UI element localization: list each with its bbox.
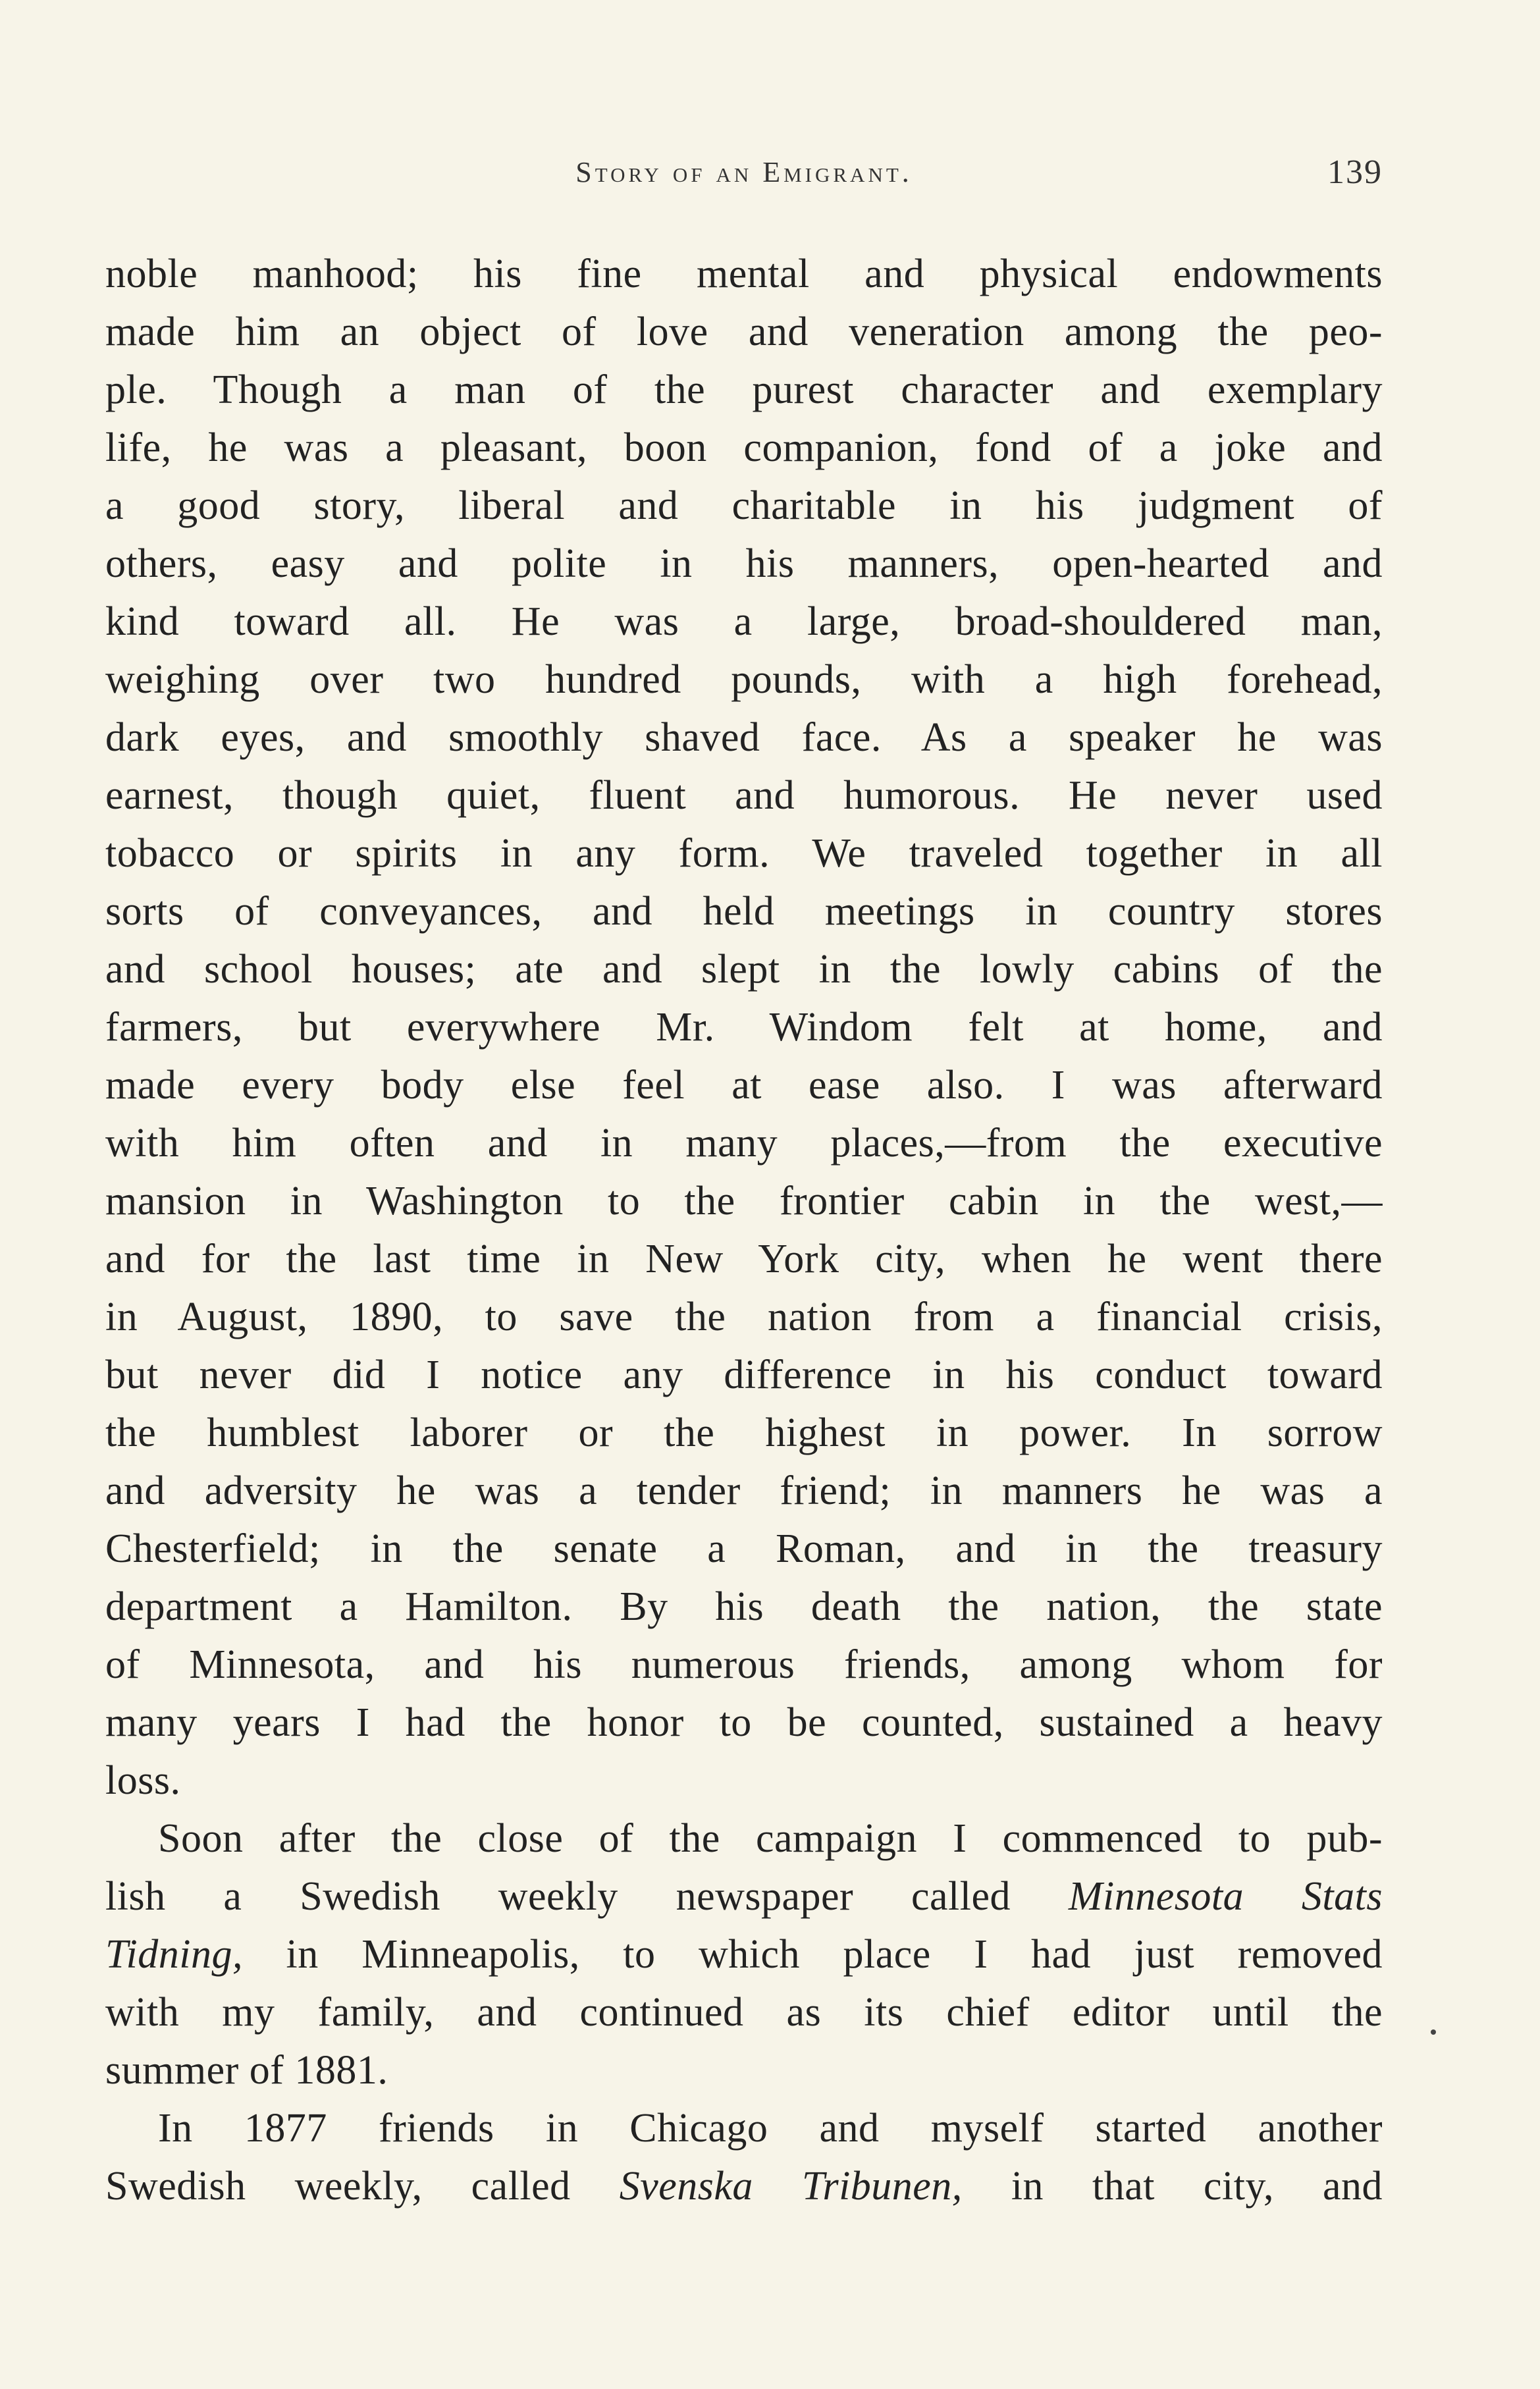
- text-line: dark eyes, and smoothly shaved face. As a speaker he was: [105, 715, 1383, 760]
- text-line: a good story, liberal and charitable in his judgment of: [105, 483, 1383, 528]
- text-segment: Swedish weekly, called: [105, 2164, 571, 2209]
- text-line: with him often and in many places,—from the executive: [105, 1121, 1383, 1166]
- newspaper-title: Minnesota Stats: [1068, 1874, 1383, 1919]
- text-line: made every body else feel at ease also. I was afterward: [105, 1063, 1383, 1108]
- print-speck: [1431, 2029, 1436, 2035]
- text-line: In 1877 friends in Chicago and myself started another: [158, 2106, 1383, 2151]
- text-line: in August, 1890, to save the nation from a financial crisis,: [105, 1295, 1383, 1339]
- text-line: ple. Though a man of the purest character and exemplary: [105, 367, 1383, 412]
- text-line: and for the last time in New York city, when he went there: [105, 1237, 1383, 1281]
- text-line: farmers, but everywhere Mr. Windom felt at home, and: [105, 1005, 1383, 1050]
- text-line: the humblest laborer or the highest in power. In sorrow: [105, 1410, 1383, 1455]
- text-line: of Minnesota, and his numerous friends, among whom for: [105, 1642, 1383, 1687]
- text-segment: in Minneapolis, to which place I had just removed: [286, 1932, 1383, 1977]
- text-line: and adversity he was a tender friend; in manners he was a: [105, 1468, 1383, 1513]
- text-line: many years I had the honor to be counted, sustained a heavy: [105, 1700, 1383, 1745]
- running-head: Story of an Emigrant.: [575, 156, 913, 188]
- text-line: loss.: [105, 1758, 181, 1803]
- body-text: [105, 245, 1383, 2215]
- text-line: with my family, and continued as its chief editor until the: [105, 1990, 1383, 2035]
- page-header: [105, 153, 1383, 199]
- text-line: weighing over two hundred pounds, with a high forehead,: [105, 657, 1383, 702]
- text-line: earnest, though quiet, fluent and humorous. He never used: [105, 773, 1383, 818]
- text-line: sorts of conveyances, and held meetings in country stores: [105, 889, 1383, 934]
- text-line: others, easy and polite in his manners, open-hearted and: [105, 541, 1383, 586]
- text-line: summer of 1881.: [105, 2048, 388, 2093]
- text-line: department a Hamilton. By his death the nation, the state: [105, 1584, 1383, 1629]
- text-line: [105, 2157, 1383, 2215]
- text-line: made him an object of love and veneration among the peo-: [105, 309, 1383, 354]
- text-line: Soon after the close of the campaign I commenced to pub-: [158, 1816, 1383, 1861]
- text-line: life, he was a pleasant, boon companion, fond of a joke and: [105, 425, 1383, 470]
- page-number: 139: [1327, 153, 1383, 191]
- text-line: mansion in Washington to the frontier cabin in the west,—: [105, 1179, 1383, 1223]
- text-line: and school houses; ate and slept in the lowly cabins of the: [105, 947, 1383, 992]
- text-line: [105, 1867, 1383, 1925]
- text-line: [105, 1925, 1383, 1983]
- text-line: but never did I notice any difference in his conduct toward: [105, 1353, 1383, 1397]
- text-line: kind toward all. He was a large, broad-shouldered man,: [105, 599, 1383, 644]
- text-segment: in that city, and: [1011, 2164, 1383, 2209]
- newspaper-title: Tidning,: [105, 1932, 244, 1977]
- text-segment: lish a Swedish weekly newspaper called: [105, 1874, 1011, 1919]
- text-line: Chesterfield; in the senate a Roman, and in the treasury: [105, 1526, 1383, 1571]
- text-line: noble manhood; his fine mental and physical endowments: [105, 252, 1383, 296]
- text-line: tobacco or spirits in any form. We traveled together in all: [105, 831, 1383, 876]
- newspaper-title: Svenska Tribunen,: [619, 2164, 963, 2209]
